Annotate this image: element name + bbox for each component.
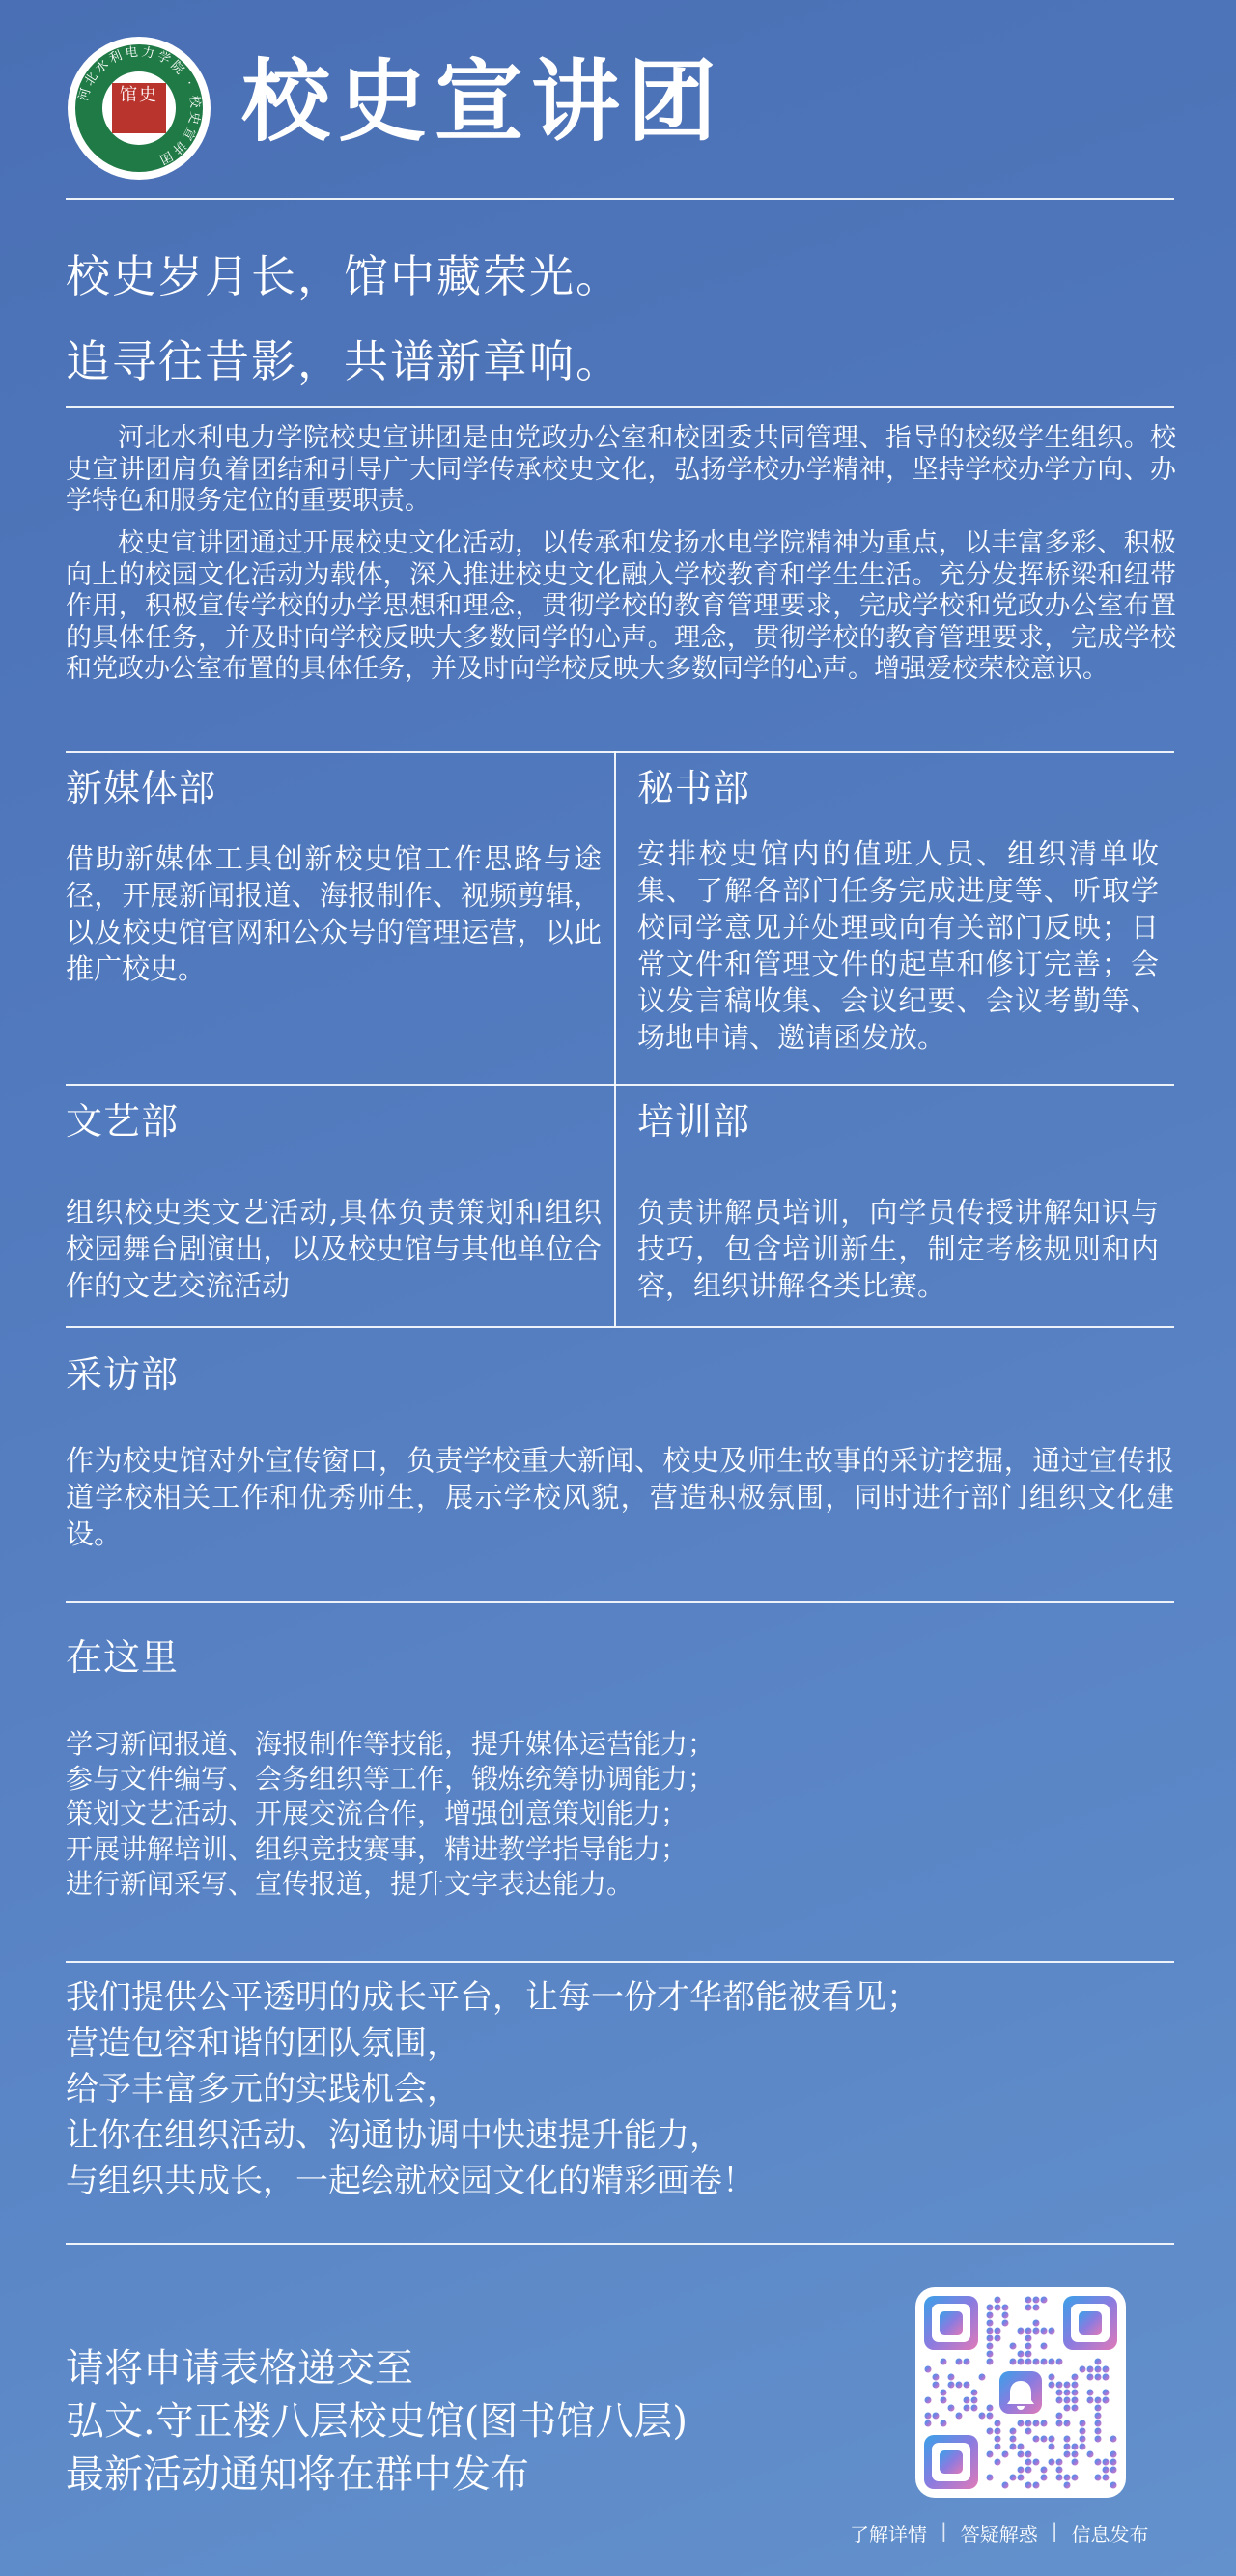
contact-line: 请将申请表格递交至 [66,2346,413,2391]
footer-link-faq[interactable]: 答疑解惑 [960,2523,1038,2546]
list-item: 策划文艺活动、开展交流合作，增强创意策划能力； [66,1798,688,1830]
closing-line: 与组织共成长，一起绘就校园文化的精彩画卷！ [66,2162,755,2200]
footer-links [850,2519,1192,2547]
footer-link-news[interactable]: 信息发布 [1071,2523,1149,2546]
dept-arts-title: 文艺部 [66,1100,180,1143]
dept-new-media-title: 新媒体部 [66,767,217,809]
divider [66,751,1174,753]
divider [66,198,1174,200]
logo-seal: 馆史 [112,83,166,133]
slogan-line-2: 追寻往昔影，共谱新章响。 [66,335,622,387]
divider [66,1601,1174,1603]
divider [66,1326,1174,1328]
footer-separator: | [1051,2519,1058,2542]
dept-training-desc: 负责讲解员培训，向学员传授讲解知识与技巧，包含培训新生，制定考核规则和内容，组织讲解各类比赛。 [637,1196,1159,1302]
list-item: 进行新闻采写、宣传报道，提升文字表达能力。 [66,1867,634,1900]
closing-line: 我们提供公平透明的成长平台，让每一份才华都能被看见； [66,1978,919,2017]
school-logo [68,37,211,180]
closing-statement [66,1975,1176,2205]
divider [66,2243,1174,2245]
dept-interview-title: 采访部 [66,1353,180,1396]
qr-code-image [924,2296,1117,2489]
list-item: 参与文件编写、会务组织等工作，锻炼统筹协调能力； [66,1763,716,1796]
list-item: 学习新闻报道、海报制作等技能，提升媒体运营能力； [66,1728,716,1760]
contact-line: 弘文.守正楼八层校史馆(图书馆八层) [66,2399,688,2444]
intro-paragraph-1: 河北水利电力学院校史宣讲团是由党政办公室和校团委共同管理、指导的校级学生组织。校史宣讲团肩负着团结和引导广大同学传承校史文化，弘扬学校办学精神，坚持学校办学方向、办学特色和服务定位的重要职责。 [66,423,1176,516]
dept-secretary-desc: 安排校史馆内的值班人员、组织清单收集、了解各部门任务完成进度等、听取学校同学意见并处理或向有关部门反映；日常文件和管理文件的起草和修订完善；会议发言稿收集、会议纪要、会议考勤等、场地申请、邀请函发放。 [637,837,1159,1054]
divider [66,1084,1174,1086]
column-divider [614,751,616,1326]
qr-code[interactable] [915,2287,1126,2498]
contact-info [66,2342,688,2502]
closing-line: 给予丰富多元的实践机会， [66,2070,460,2109]
contact-line: 最新活动通知将在群中发布 [66,2452,529,2497]
dept-training-title: 培训部 [637,1100,751,1143]
svg-text:河北水利电力学院 · 校史宣讲团: 河北水利电力学院 · 校史宣讲团 [76,44,203,168]
closing-line: 营造包容和谐的团队氛围， [66,2024,460,2063]
dept-interview-desc: 作为校史馆对外宣传窗口，负责学校重大新闻、校史及师生故事的采访挖掘，通过宣传报道学校相关工作和优秀师生，展示学校风貌，营造积极氛围，同时进行部门组织文化建设。 [66,1444,1174,1550]
dept-secretary-title: 秘书部 [637,767,751,809]
dept-arts-desc: 组织校史类文艺活动,具体负责策划和组织校园舞台剧演出，以及校史馆与其他单位合作的文艺交流活动 [66,1196,602,1302]
closing-line: 让你在组织活动、沟通协调中快速提升能力， [66,2115,722,2155]
page-title: 校史宣讲团 [241,49,725,154]
footer-link-details[interactable]: 了解详情 [850,2523,927,2546]
intro-paragraph-2: 校史宣讲团通过开展校史文化活动，以传承和发扬水电学院精神为重点，以丰富多彩、积极向上的校园文化活动为载体，深入推进校史文化融入学校教育和学生生活。充分发挥桥梁和纽带作用，积极宣传学校的办学思想和理念，贯彻学校的教育管理要求，完成学校和党政办公室布置的具体任务，并及时向学校反映大多数同学的心声。理念，贯彻学校的教育管理要求，完成学校和党政办公室布置的具体任务，并及时向学校反映大多数同学的心声。增强爱校荣校意识。 [66,528,1176,684]
divider [66,406,1174,408]
footer-separator: | [941,2519,947,2542]
list-item: 开展讲解培训、组织竞技赛事，精进教学指导能力； [66,1832,688,1865]
slogan-line-1: 校史岁月长，馆中藏荣光。 [66,250,622,302]
dept-new-media-desc: 借助新媒体工具创新校史馆工作思路与途径，开展新闻报道、海报制作、视频剪辑，以及校史馆官网和公众号的管理运营，以此推广校史。 [66,842,602,985]
here-title: 在这里 [66,1636,180,1679]
divider [66,1961,1174,1963]
benefits-list [66,1727,1176,1902]
